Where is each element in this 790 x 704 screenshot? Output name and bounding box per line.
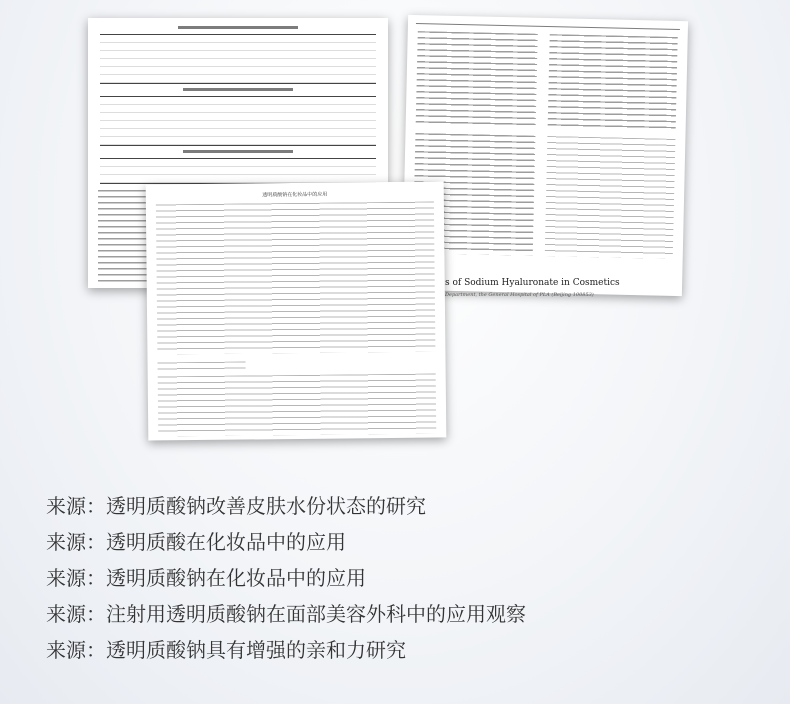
source-label: 来源： (46, 602, 106, 626)
source-line (46, 596, 766, 632)
source-label: 来源： (46, 638, 106, 662)
source-title: 透明质酸钠具有增强的亲和力研究 (106, 638, 406, 662)
source-line (46, 560, 766, 596)
source-line (46, 488, 766, 524)
source-list (46, 488, 766, 668)
english-paper-title: s of Sodium Hyaluronate in Cosmetics (445, 278, 620, 288)
source-label: 来源： (46, 494, 106, 518)
source-label: 来源： (46, 530, 106, 554)
source-title: 透明质酸在化妆品中的应用 (106, 530, 346, 554)
front-paper-title: 透明质酸钠在化妆品中的应用 (262, 191, 328, 199)
paper-scan-front (146, 181, 447, 440)
source-label: 来源： (46, 566, 106, 590)
english-paper-affiliation: Department, the General Hospital of PLA (Beijing 100853) (445, 292, 594, 298)
source-line (46, 632, 766, 668)
source-title: 透明质酸钠改善皮肤水份状态的研究 (106, 494, 426, 518)
source-title: 透明质酸钠在化妆品中的应用 (106, 566, 366, 590)
source-line (46, 524, 766, 560)
source-title: 注射用透明质酸钠在面部美容外科中的应用观察 (106, 602, 526, 626)
paper-scan-right (402, 15, 688, 296)
